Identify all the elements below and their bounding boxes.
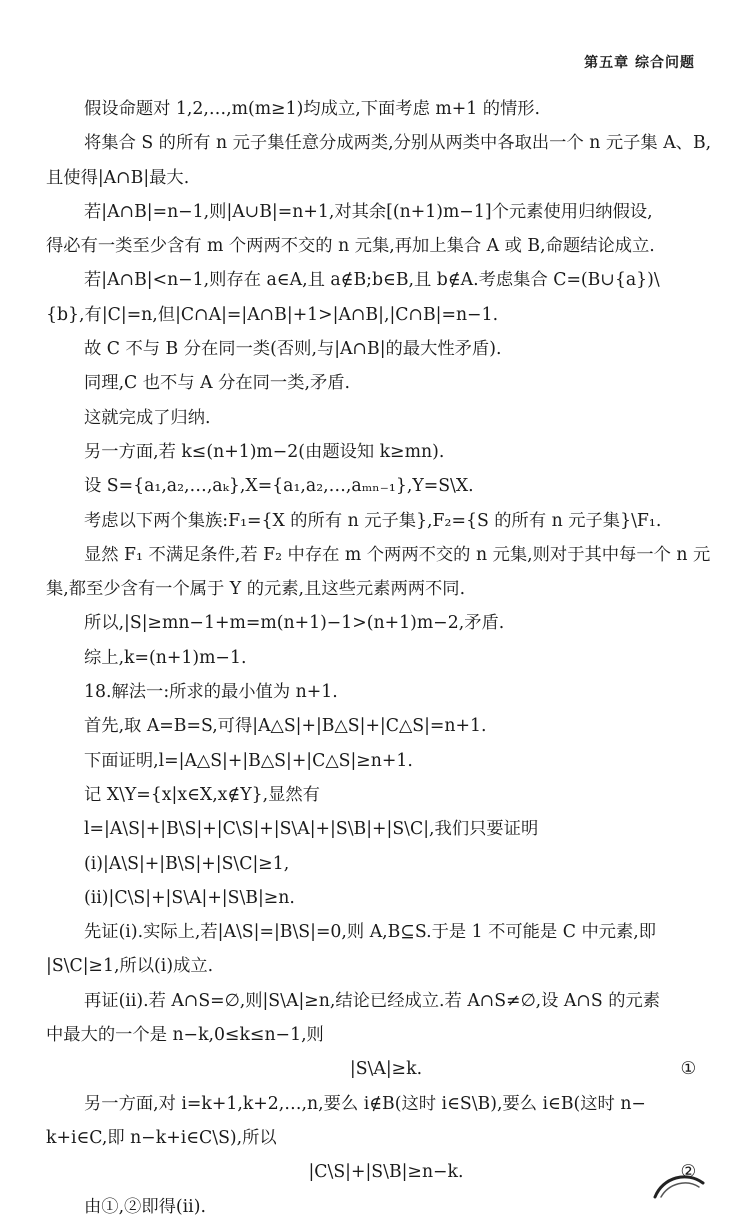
equation-1-tag: ①: [680, 1059, 696, 1080]
text-line: (i)|A\S|+|B\S|+|S\C|≥1,: [84, 853, 290, 874]
text-line: k+i∈C,即 n−k+i∈C\S),所以: [46, 1127, 277, 1148]
text-line: 另一方面,对 i=k+1,k+2,…,n,要么 i∉B(这时 i∈S\B),要么 i∈B(这时 n−: [84, 1093, 646, 1114]
text-line: |S\C|≥1,所以(i)成立.: [46, 956, 214, 977]
text-line: 得必有一类至少含有 m 个两两不交的 n 元集,再加上集合 A 或 B,命题结论成立.: [46, 236, 655, 257]
chapter-header: 第五章 综合问题: [584, 55, 695, 71]
equation-2: [76, 1155, 696, 1189]
equation-2-text: |C\S|+|S\B|≥n−k.: [308, 1162, 464, 1183]
text-line: 且使得|A∩B|最大.: [46, 167, 190, 188]
page-curl-icon: [653, 1169, 705, 1199]
text-line: 集,都至少含有一个属于 Y 的元素,且这些元素两两不同.: [46, 579, 466, 600]
text-line: 记 X\Y={x|x∈X,x∉Y},显然有: [84, 784, 320, 805]
text-line: 下面证明,l=|A△S|+|B△S|+|C△S|≥n+1.: [84, 750, 413, 771]
text-line: l=|A\S|+|B\S|+|C\S|+|S\A|+|S\B|+|S\C|,我们只要证明: [84, 819, 539, 840]
text-line: 考虑以下两个集族:F₁={X 的所有 n 元子集},F₂={S 的所有 n 元子集}\F₁.: [84, 510, 662, 531]
text-line: 故 C 不与 B 分在同一类(否则,与|A∩B|的最大性矛盾).: [84, 339, 502, 360]
text-line: 中最大的一个是 n−k,0≤k≤n−1,则: [46, 1025, 324, 1046]
text-line: 另一方面,若 k≤(n+1)m−2(由题设知 k≥mn).: [84, 441, 445, 462]
text-line: 同理,C 也不与 A 分在同一类,矛盾.: [84, 373, 351, 394]
equation-1: [76, 1052, 696, 1086]
text-line: 若|A∩B|<n−1,则存在 a∈A,且 a∉B;b∈B,且 b∉A.考虑集合 C=(B∪{a})\: [84, 270, 660, 291]
solution-heading: 18.解法一:所求的最小值为 n+1.: [84, 682, 338, 703]
text-line: (ii)|C\S|+|S\A|+|S\B|≥n.: [84, 887, 295, 908]
text-line: 设 S={a₁,a₂,…,aₖ},X={a₁,a₂,…,aₘₙ₋₁},Y=S\X.: [84, 476, 474, 497]
text-line: 若|A∩B|=n−1,则|A∪B|=n+1,对其余[(n+1)m−1]个元素使用归纳假设,: [84, 201, 653, 222]
text-line: 显然 F₁ 不满足条件,若 F₂ 中存在 m 个两两不交的 n 元集,则对于其中每一个 n 元: [84, 544, 711, 565]
text-line: 再证(ii).若 A∩S=∅,则|S\A|≥n,结论已经成立.若 A∩S≠∅,设 A∩S 的元素: [84, 990, 661, 1011]
text-line: 假设命题对 1,2,…,m(m≥1)均成立,下面考虑 m+1 的情形.: [84, 99, 541, 119]
text-line: 将集合 S 的所有 n 元子集任意分成两类,分别从两类中各取出一个 n 元子集 A、B,: [84, 133, 712, 154]
text-line: 由①,②即得(ii).: [84, 1196, 206, 1217]
text-line: {b},有|C|=n,但|C∩A|=|A∩B|+1>|A∩B|,|C∩B|=n−1.: [46, 304, 499, 325]
page-body: [46, 92, 712, 1224]
text-line: 首先,取 A=B=S,可得|A△S|+|B△S|+|C△S|=n+1.: [84, 716, 487, 737]
text-line: 这就完成了归纳.: [84, 407, 211, 428]
text-line: 综上,k=(n+1)m−1.: [84, 647, 247, 668]
text-line: 所以,|S|≥mn−1+m=m(n+1)−1>(n+1)m−2,矛盾.: [84, 613, 505, 634]
equation-1-text: |S\A|≥k.: [349, 1059, 423, 1080]
text-line: 先证(i).实际上,若|A\S|=|B\S|=0,则 A,B⊆S.于是 1 不可能是 C 中元素,即: [84, 922, 657, 943]
equation-2-tag: ②: [680, 1162, 696, 1183]
